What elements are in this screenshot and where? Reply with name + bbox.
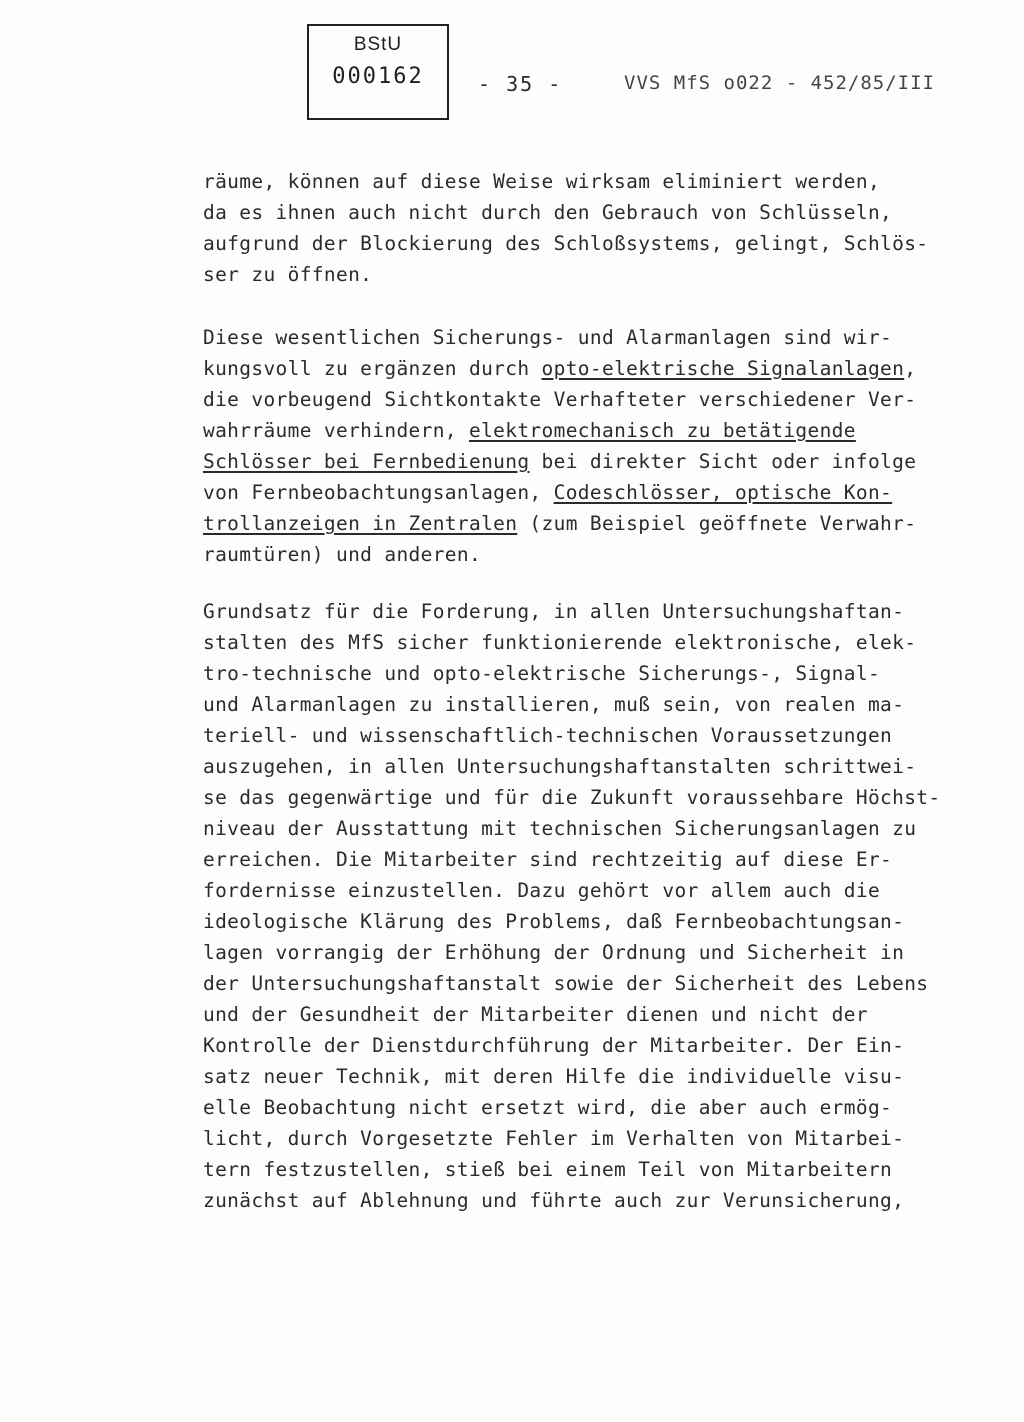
text-line: teriell- und wissenschaftlich-technischen Voraussetzungen [203, 724, 893, 747]
text-line: raumtüren) und anderen. [203, 543, 482, 566]
text-line: und der Gesundheit der Mitarbeiter dienen und nicht der [203, 1003, 868, 1026]
text-line [203, 353, 963, 384]
stamp-number: 000162 [332, 64, 424, 89]
page-number: - 35 - [478, 72, 563, 96]
text-line: und Alarmanlagen zu installieren, muß sein, von realen ma- [203, 693, 905, 716]
text-line: niveau der Ausstattung mit technischen Sicherungsanlagen zu [203, 817, 917, 840]
text-line: ideologische Klärung des Problems, daß Fernbeobachtungsan- [203, 910, 905, 933]
text-line: aufgrund der Blockierung des Schloßsystems, gelingt, Schlös- [203, 232, 929, 255]
text-line: erreichen. Die Mitarbeiter sind rechtzeitig auf diese Er- [203, 848, 893, 871]
text-segment: , [904, 357, 917, 380]
text-segment: (zum Beispiel geöffnete Verwahr- [517, 512, 917, 535]
stamp-label: BStU [353, 34, 403, 55]
text-line: auszugehen, in allen Untersuchungshaftanstalten schrittwei- [203, 755, 917, 778]
text-line: satz neuer Technik, mit deren Hilfe die individuelle visu- [203, 1065, 905, 1088]
underlined-term: Codeschlösser, optische Kon- [553, 481, 893, 504]
paragraph-2 [203, 322, 963, 570]
text-line: zunächst auf Ablehnung und führte auch zur Verunsicherung, [203, 1189, 905, 1212]
paragraph-3 [203, 596, 963, 1216]
text-line [203, 415, 963, 446]
text-line: fordernisse einzustellen. Dazu gehört vor allem auch die [203, 879, 881, 902]
text-line: ser zu öffnen. [203, 263, 373, 286]
text-segment: wahrräume verhindern, [203, 419, 469, 442]
text-line [203, 477, 963, 508]
text-line: da es ihnen auch nicht durch den Gebrauch von Schlüsseln, [203, 201, 893, 224]
paragraph-1 [203, 166, 963, 290]
text-segment: von Fernbeobachtungsanlagen, [203, 481, 554, 504]
text-segment: bei direkter Sicht oder infolge [529, 450, 917, 473]
text-line: Diese wesentlichen Sicherungs- und Alarmanlagen sind wir- [203, 326, 893, 349]
underlined-term: trollanzeigen in Zentralen [203, 512, 518, 535]
text-line: stalten des MfS sicher funktionierende elektronische, elek- [203, 631, 917, 654]
text-line [203, 446, 963, 477]
underlined-term: Schlösser bei Fernbedienung [203, 450, 530, 473]
archive-stamp [307, 24, 449, 120]
underlined-term: elektromechanisch zu betätigende [468, 419, 856, 442]
text-line: der Untersuchungshaftanstalt sowie der Sicherheit des Lebens [203, 972, 929, 995]
text-line: räume, können auf diese Weise wirksam eliminiert werden, [203, 170, 881, 193]
text-line: elle Beobachtung nicht ersetzt wird, die aber auch ermög- [203, 1096, 893, 1119]
underlined-term: opto-elektrische Signalanlagen [541, 357, 905, 380]
text-segment: kungsvoll zu ergänzen durch [203, 357, 542, 380]
text-line [203, 508, 963, 539]
text-line: tern festzustellen, stieß bei einem Teil von Mitarbeitern [203, 1158, 893, 1181]
text-line: licht, durch Vorgesetzte Fehler im Verhalten von Mitarbei- [203, 1127, 905, 1150]
text-line: die vorbeugend Sichtkontakte Verhafteter verschiedener Ver- [203, 388, 917, 411]
text-line: se das gegenwärtige und für die Zukunft voraussehbare Höchst- [203, 786, 941, 809]
text-line: lagen vorrangig der Erhöhung der Ordnung und Sicherheit in [203, 941, 905, 964]
document-reference: VVS MfS o022 - 452/85/III [624, 72, 935, 94]
text-line: tro-technische und opto-elektrische Sicherungs-, Signal- [203, 662, 881, 685]
text-line: Kontrolle der Dienstdurchführung der Mitarbeiter. Der Ein- [203, 1034, 905, 1057]
text-line: Grundsatz für die Forderung, in allen Untersuchungshaftan- [203, 600, 905, 623]
